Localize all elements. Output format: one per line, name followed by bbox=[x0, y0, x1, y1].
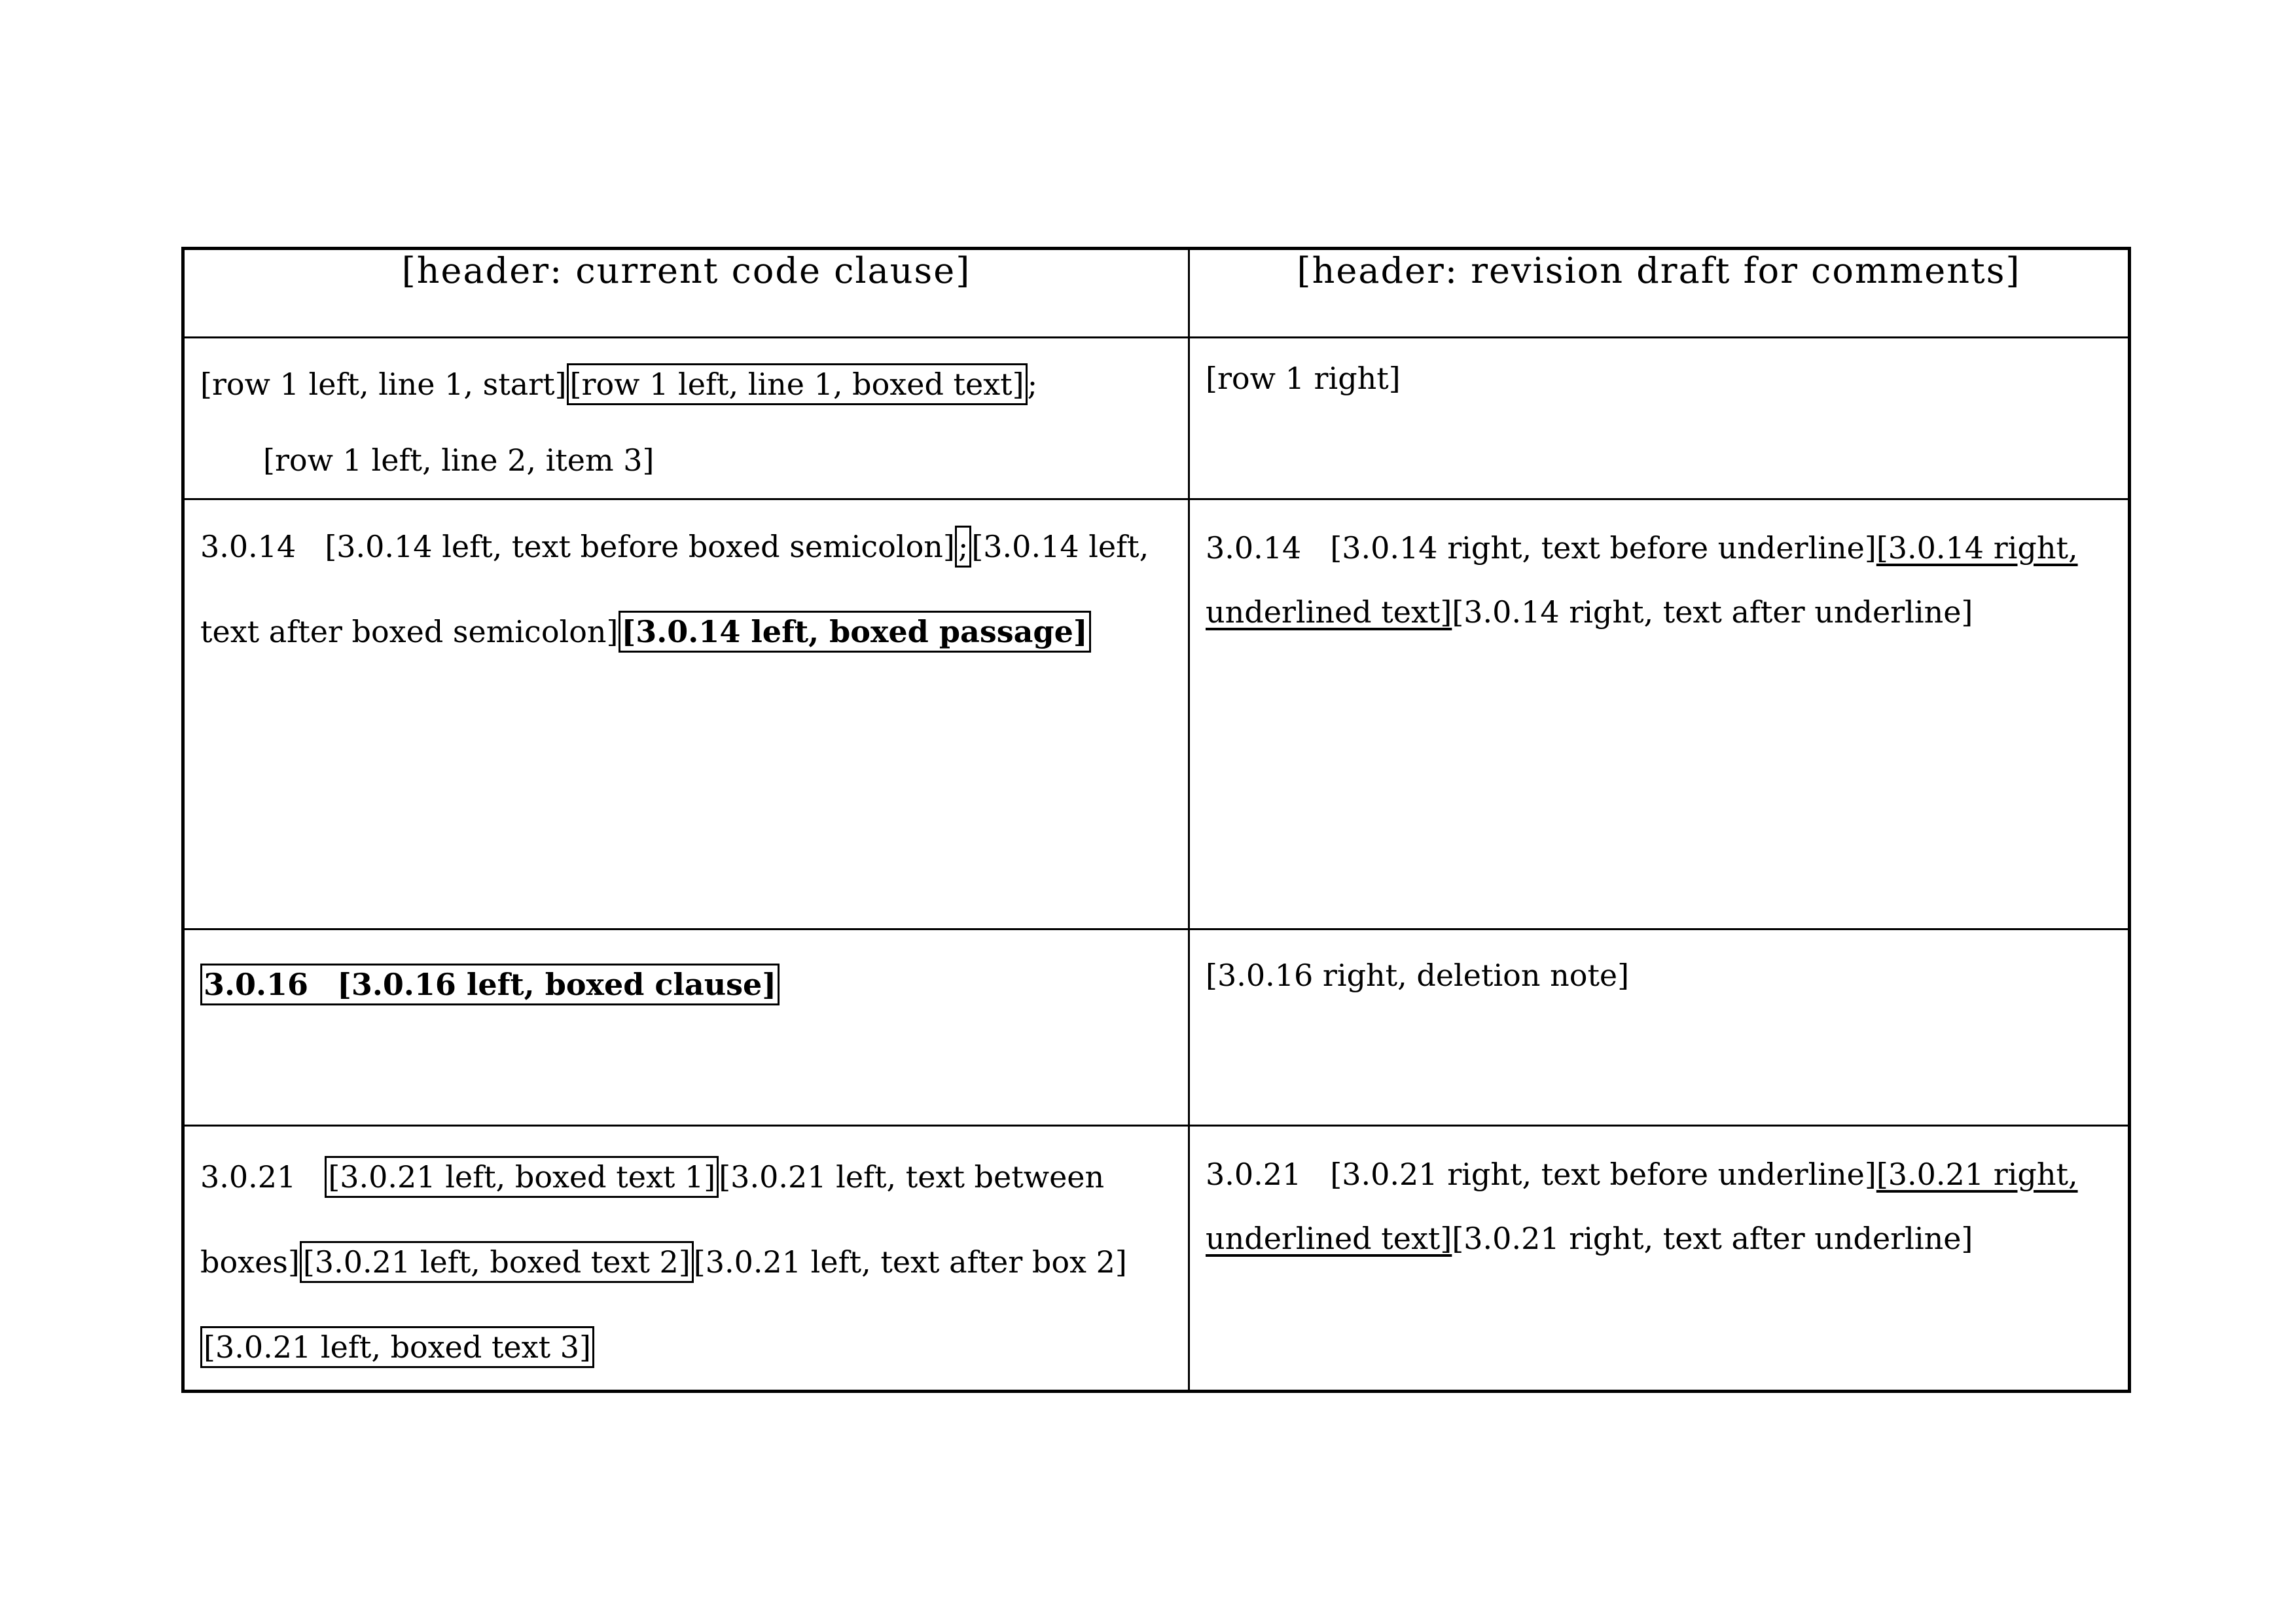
clause-text: [3.0.21 left, text between boxes] bbox=[200, 1159, 1105, 1280]
clause-text: [3.0.21 left, text after box 2] bbox=[693, 1244, 1127, 1280]
row1-current-text bbox=[185, 338, 1188, 498]
row1-current-line2: [row 1 left, line 2, item 3] bbox=[263, 442, 655, 478]
boxed-semicolon: ; bbox=[955, 526, 972, 568]
clause-number: 3.0.21 bbox=[200, 1159, 296, 1195]
table-row bbox=[183, 929, 2130, 1126]
clause-text: [3.0.21 right, text after underline] bbox=[1452, 1221, 1973, 1256]
clause-number: 3.0.14 bbox=[1206, 530, 1302, 566]
table-row bbox=[183, 499, 2130, 929]
clause-3-0-16-current-text bbox=[185, 930, 1188, 1027]
clause-3-0-21-revision-text bbox=[1190, 1127, 2128, 1271]
clause-3-0-16-revision-text: [3.0.16 right, deletion note] bbox=[1206, 958, 1630, 993]
boxed-deleted-text: [3.0.21 left, boxed text 3] bbox=[200, 1326, 594, 1368]
clause-number: 3.0.16 bbox=[204, 967, 309, 1002]
underlined-added-text: [3.0.21 right, underlined text] bbox=[1206, 1157, 2078, 1256]
clause-text: [3.0.14 left, text after boxed semicolon] bbox=[200, 529, 1149, 649]
clause-3-0-14-revision-cell bbox=[1189, 499, 2130, 929]
clause-3-0-16-revision-cell bbox=[1189, 929, 2130, 1126]
boxed-deleted-text: [3.0.21 left, boxed text 1] bbox=[325, 1156, 719, 1198]
comparison-table bbox=[181, 247, 2131, 1393]
header-revision-draft: [header: revision draft for comments] bbox=[1189, 249, 2130, 338]
clause-text: [3.0.14 right, text after underline] bbox=[1452, 594, 1973, 630]
row1-current-line1-post: ; bbox=[1027, 367, 1038, 402]
boxed-deleted-text: [3.0.21 left, boxed text 2] bbox=[300, 1241, 694, 1283]
row1-current-cell bbox=[183, 338, 1189, 499]
clause-text: [3.0.14 right, text before underline] bbox=[1330, 530, 1876, 566]
clause-3-0-21-current-cell bbox=[183, 1126, 1189, 1392]
clause-text: [3.0.14 left, text before boxed semicolon] bbox=[325, 529, 955, 564]
boxed-deleted-clause bbox=[200, 964, 780, 1005]
clause-3-0-21-current-text bbox=[185, 1127, 1188, 1390]
row1-current-line1 bbox=[200, 346, 1172, 422]
clause-3-0-14-current-text bbox=[185, 500, 1188, 674]
clause-3-0-16-current-cell bbox=[183, 929, 1189, 1126]
clause-3-0-21-revision-cell bbox=[1189, 1126, 2130, 1392]
row1-current-boxed-text: [row 1 left, line 1, boxed text] bbox=[567, 363, 1028, 405]
row1-current-line1-pre: [row 1 left, line 1, start] bbox=[200, 367, 567, 402]
clause-text: [3.0.16 left, boxed clause] bbox=[337, 967, 777, 1002]
underlined-added-text: [3.0.14 right, underlined text] bbox=[1206, 530, 2078, 630]
clause-number: 3.0.21 bbox=[1206, 1157, 1302, 1192]
table-row bbox=[183, 338, 2130, 499]
clause-3-0-14-current-cell bbox=[183, 499, 1189, 929]
clause-number: 3.0.14 bbox=[200, 529, 296, 564]
clause-text: [3.0.21 right, text before underline] bbox=[1330, 1157, 1876, 1192]
row1-revision-text: [row 1 right] bbox=[1206, 361, 1401, 396]
table-row bbox=[183, 1126, 2130, 1392]
boxed-deleted-text: [3.0.14 left, boxed passage] bbox=[619, 611, 1091, 653]
table-header-row bbox=[183, 249, 2130, 338]
row1-revision-cell bbox=[1189, 338, 2130, 499]
header-current-code: [header: current code clause] bbox=[183, 249, 1189, 338]
clause-3-0-14-revision-text bbox=[1190, 500, 2128, 644]
